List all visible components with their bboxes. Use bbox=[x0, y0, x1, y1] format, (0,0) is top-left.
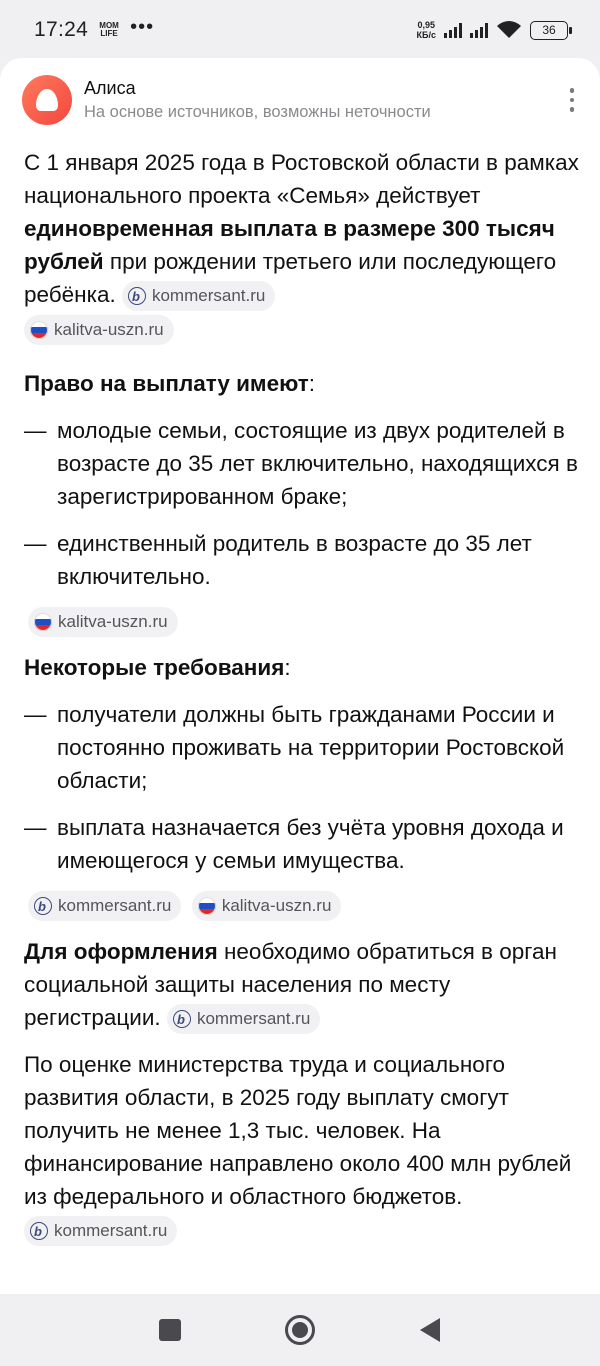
source-chip-kommersant[interactable]: b kommersant.ru bbox=[24, 1216, 177, 1246]
back-triangle-icon bbox=[420, 1318, 440, 1342]
russia-flag-icon bbox=[198, 897, 216, 915]
apply-paragraph: Для оформления необходимо обратиться в орган социальной защиты населения по месту регистрации. b kommersant.ru bbox=[24, 935, 580, 1034]
network-speed: 0,95 КБ/с bbox=[416, 20, 436, 40]
estimate-paragraph: По оценке министерства труда и социального развития области, в 2025 году выплату смогут получить не менее 1,3 тыс. человек. На финансирование направлено около 400 млн рублей из федерального и областного бюджетов. b kommersant.ru bbox=[24, 1048, 580, 1246]
home-button[interactable] bbox=[235, 1315, 365, 1345]
battery-icon: 36 bbox=[530, 21, 568, 40]
source-chip-kalitva[interactable]: kalitva-uszn.ru bbox=[192, 891, 342, 921]
kommersant-icon bbox=[173, 1010, 191, 1028]
russia-flag-icon bbox=[30, 321, 48, 339]
more-notifications-icon: ••• bbox=[130, 15, 155, 38]
requirements-title: Некоторые требования: bbox=[24, 655, 291, 681]
source-chip-kommersant[interactable]: b kommersant.ru bbox=[122, 281, 275, 311]
alice-logo-icon bbox=[34, 88, 60, 112]
assistant-name: Алиса bbox=[84, 78, 136, 98]
more-menu-icon[interactable] bbox=[562, 88, 582, 112]
assistant-disclaimer: На основе источников, возможны неточности bbox=[84, 103, 431, 121]
status-bar bbox=[0, 0, 600, 60]
list-item: — выплата назначается без учёта уровня дохода и имеющегося у семьи имущества. bbox=[24, 815, 564, 874]
intro-highlight: единовременная выплата в размере 300 тысяч рублей bbox=[24, 216, 555, 274]
wifi-icon bbox=[496, 20, 522, 40]
kommersant-icon bbox=[128, 287, 146, 305]
assistant-header bbox=[22, 72, 582, 128]
requirements-list bbox=[24, 698, 580, 877]
source-chip-kommersant[interactable]: b kommersant.ru bbox=[167, 1004, 320, 1034]
rights-title: Право на выплату имеют: bbox=[24, 371, 316, 397]
source-chip-kalitva[interactable]: kalitva-uszn.ru bbox=[28, 607, 178, 637]
kommersant-icon bbox=[34, 897, 52, 915]
kommersant-icon bbox=[30, 1222, 48, 1240]
answer-card bbox=[0, 58, 600, 1294]
list-item: — получатели должны быть гражданами России и постоянно проживать на территории Ростовской области; bbox=[24, 702, 565, 794]
source-chip-kommersant[interactable]: b kommersant.ru bbox=[28, 891, 181, 921]
source-chip-kalitva[interactable]: kalitva-uszn.ru bbox=[24, 315, 174, 345]
momlife-notification-icon: MOM LIFE bbox=[99, 21, 119, 38]
navigation-bar bbox=[0, 1294, 600, 1366]
square-icon bbox=[159, 1319, 181, 1341]
list-item: — молодые семьи, состоящие из двух родителей в возрасте до 35 лет включительно, находящихся в зарегистрированном браке; bbox=[24, 418, 578, 510]
signal-icon bbox=[444, 22, 462, 38]
signal-icon-2 bbox=[470, 22, 488, 38]
rights-list bbox=[24, 414, 580, 593]
answer-content bbox=[24, 146, 580, 1246]
list-item: — единственный родитель в возрасте до 35 лет включительно. bbox=[24, 531, 532, 590]
status-time: 17:24 bbox=[34, 18, 89, 41]
back-button[interactable] bbox=[365, 1318, 495, 1342]
intro-paragraph: С 1 января 2025 года в Ростовской области в рамках национального проекта «Семья» действует единовременная выплата в размере 300 тысяч рублей при рождении третьего или последующего ребёнка. b kommersant.ru bbox=[24, 146, 580, 311]
home-circle-icon bbox=[285, 1315, 315, 1345]
alice-avatar[interactable] bbox=[22, 75, 72, 125]
recent-apps-button[interactable] bbox=[105, 1319, 235, 1341]
russia-flag-icon bbox=[34, 613, 52, 631]
